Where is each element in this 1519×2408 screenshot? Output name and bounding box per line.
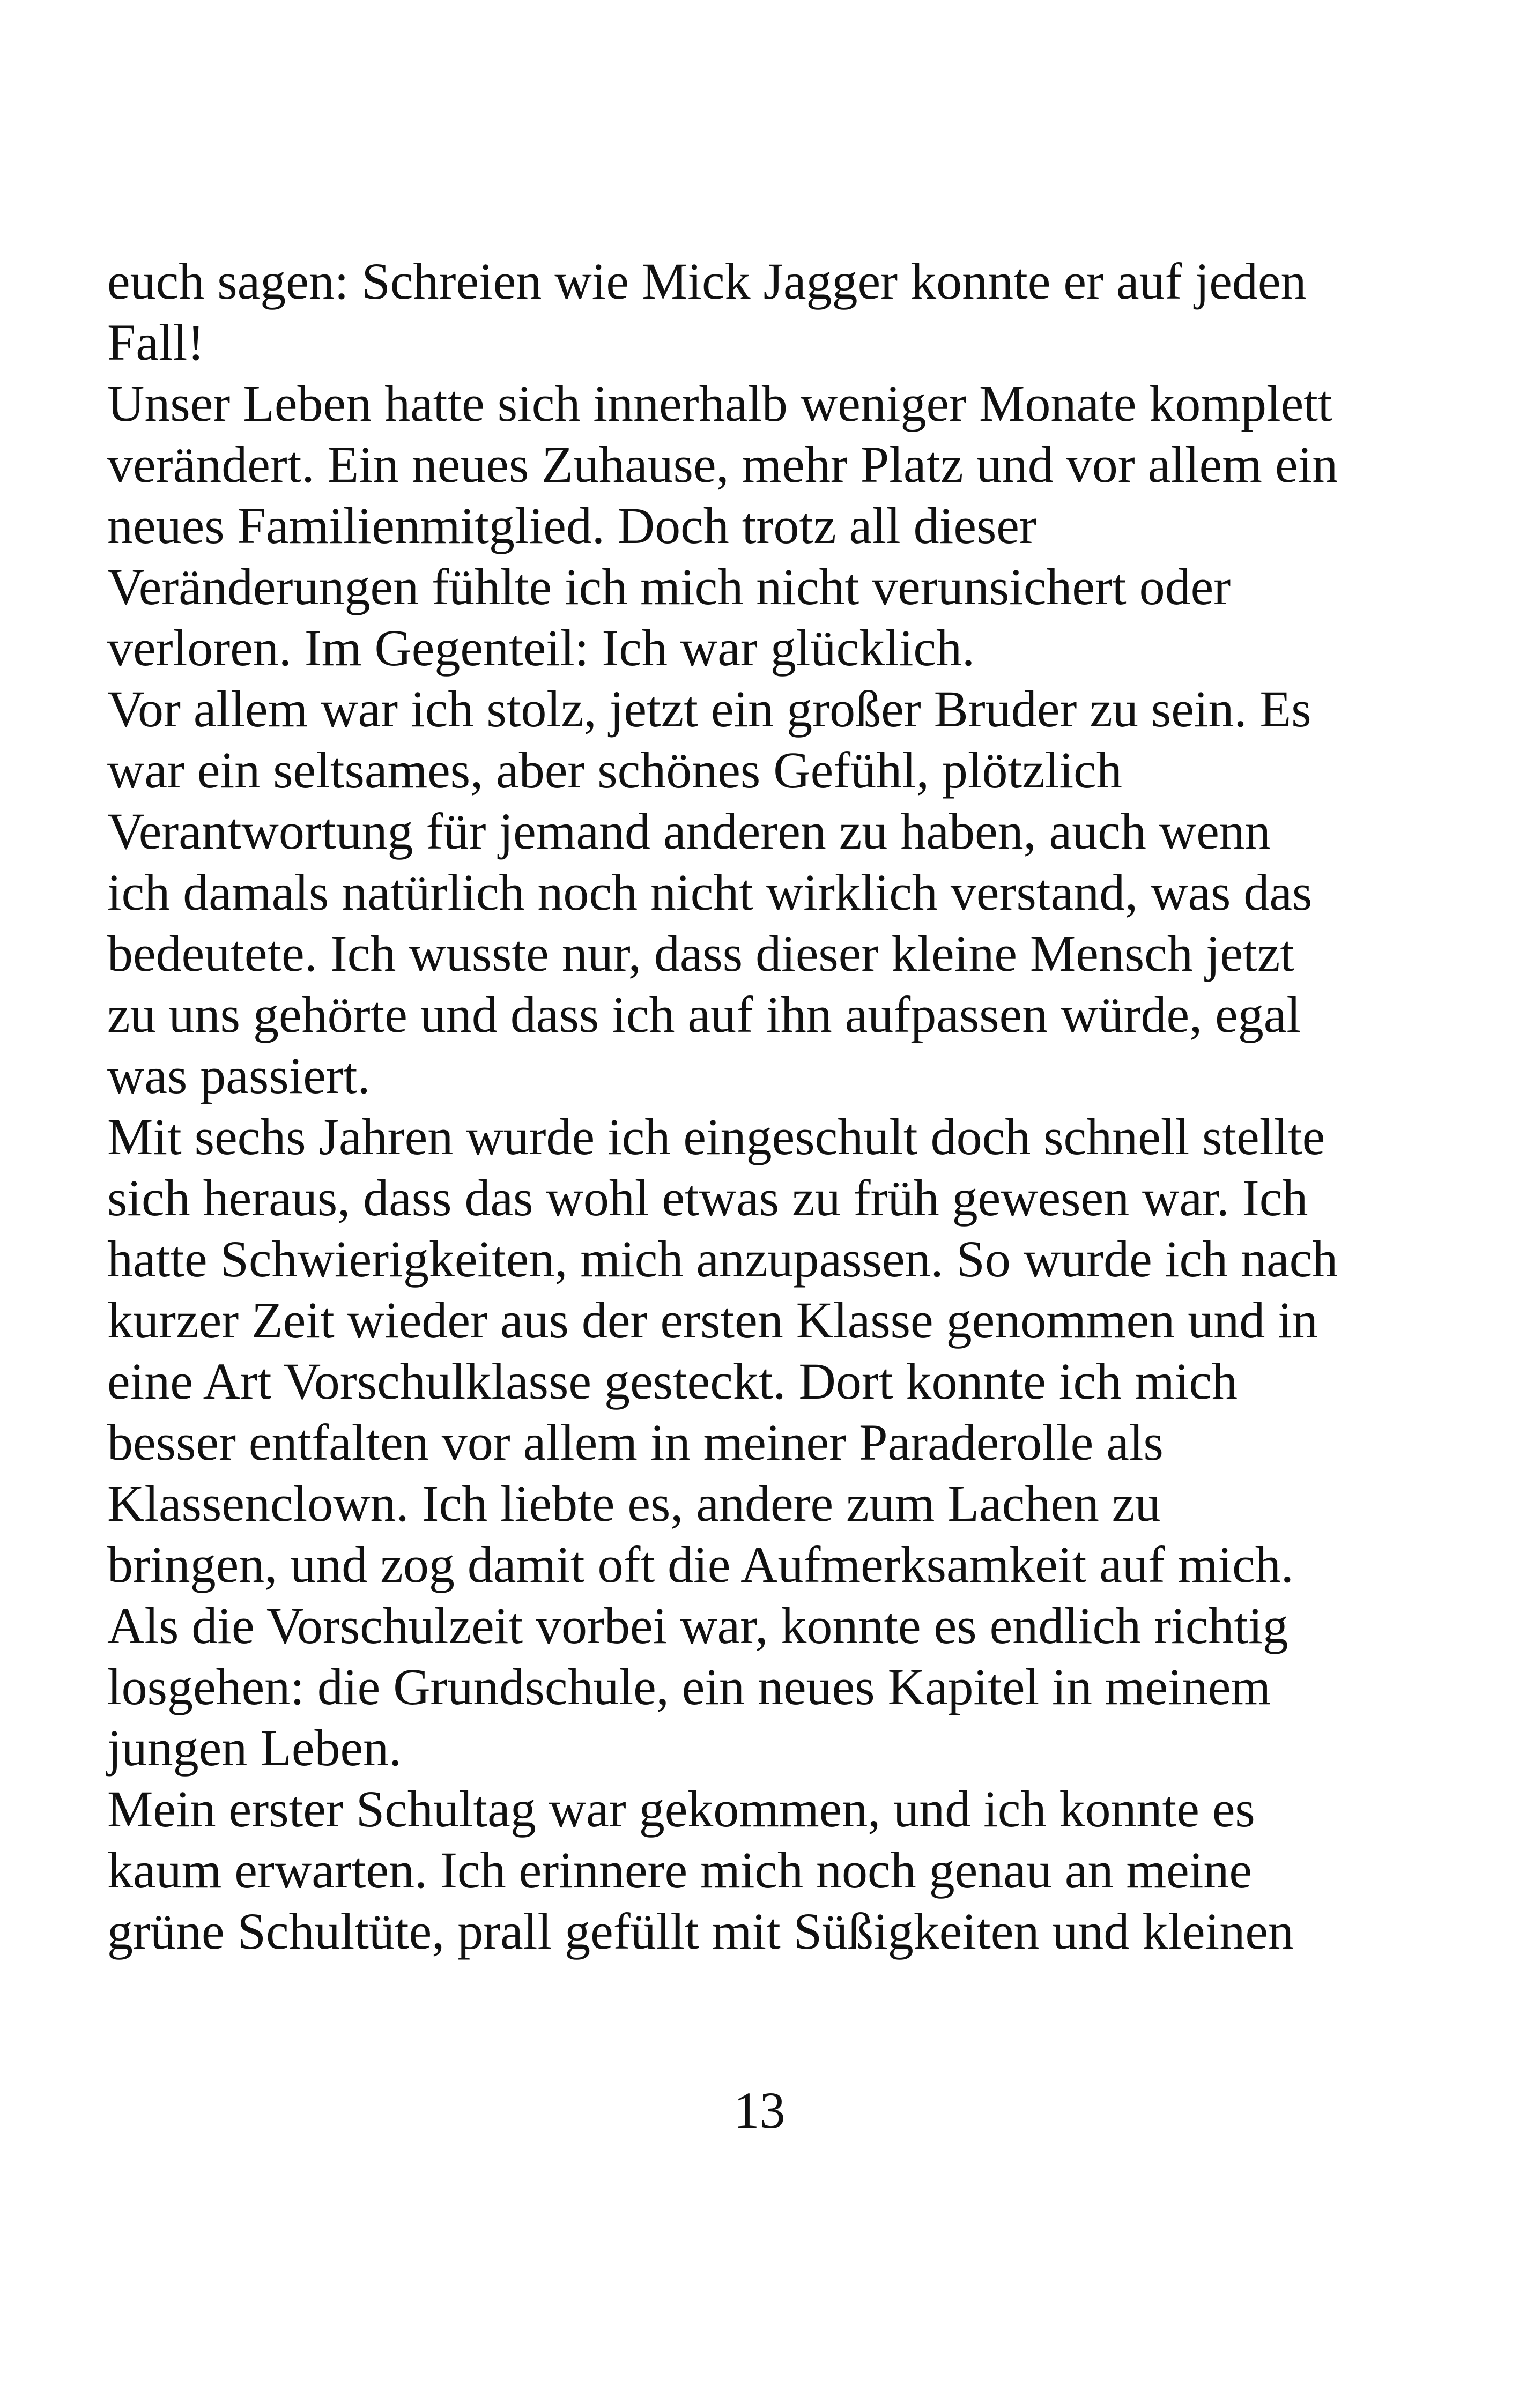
text-line: eine Art Vorschulklasse gesteckt. Dort konnte ich mich — [107, 1352, 1238, 1410]
text-line: euch sagen: Schreien wie Mick Jagger konnte er auf jeden — [107, 252, 1307, 310]
text-line: Veränderungen fühlte ich mich nicht verunsichert oder — [107, 558, 1231, 615]
text-line: was passiert. — [107, 1047, 371, 1104]
text-line: Als die Vorschulzeit vorbei war, konnte es endlich richtig — [107, 1597, 1288, 1654]
body-text — [107, 251, 1448, 1962]
text-line: Mein erster Schultag war gekommen, und ich konnte es — [107, 1780, 1255, 1838]
text-line: jungen Leben. — [107, 1719, 402, 1777]
text-line: besser entfalten vor allem in meiner Paraderolle als — [107, 1414, 1164, 1471]
page-number: 13 — [733, 2082, 786, 2139]
text-line: hatte Schwierigkeiten, mich anzupassen. So wurde ich nach — [107, 1230, 1338, 1288]
text-line: Unser Leben hatte sich innerhalb weniger Monate komplett — [107, 375, 1332, 432]
text-line: verloren. Im Gegenteil: Ich war glücklich. — [107, 619, 975, 677]
text-line: Klassenclown. Ich liebte es, andere zum Lachen zu — [107, 1475, 1161, 1532]
text-line: losgehen: die Grundschule, ein neues Kapitel in meinem — [107, 1658, 1271, 1715]
text-line: neues Familienmitglied. Doch trotz all dieser — [107, 497, 1036, 554]
text-line: bedeutete. Ich wusste nur, dass dieser kleine Mensch jetzt — [107, 925, 1295, 982]
text-line: Verantwortung für jemand anderen zu haben, auch wenn — [107, 802, 1271, 860]
text-line: war ein seltsames, aber schönes Gefühl, plötzlich — [107, 741, 1122, 799]
text-line: bringen, und zog damit oft die Aufmerksamkeit auf mich. — [107, 1536, 1294, 1593]
text-line: Fall! — [107, 314, 205, 371]
text-line: kaum erwarten. Ich erinnere mich noch genau an meine — [107, 1841, 1253, 1899]
text-line: Vor allem war ich stolz, jetzt ein großer Bruder zu sein. Es — [107, 680, 1311, 738]
text-line: zu uns gehörte und dass ich auf ihn aufpassen würde, egal — [107, 986, 1301, 1043]
text-line: Mit sechs Jahren wurde ich eingeschult doch schnell stellte — [107, 1108, 1325, 1165]
text-line: verändert. Ein neues Zuhause, mehr Platz und vor allem ein — [107, 436, 1338, 493]
text-line: sich heraus, dass das wohl etwas zu früh gewesen war. Ich — [107, 1169, 1308, 1227]
text-line: ich damals natürlich noch nicht wirklich verstand, was das — [107, 864, 1313, 921]
text-line: grüne Schultüte, prall gefüllt mit Süßigkeiten und kleinen — [107, 1902, 1294, 1960]
text-line: kurzer Zeit wieder aus der ersten Klasse genommen und in — [107, 1291, 1318, 1349]
